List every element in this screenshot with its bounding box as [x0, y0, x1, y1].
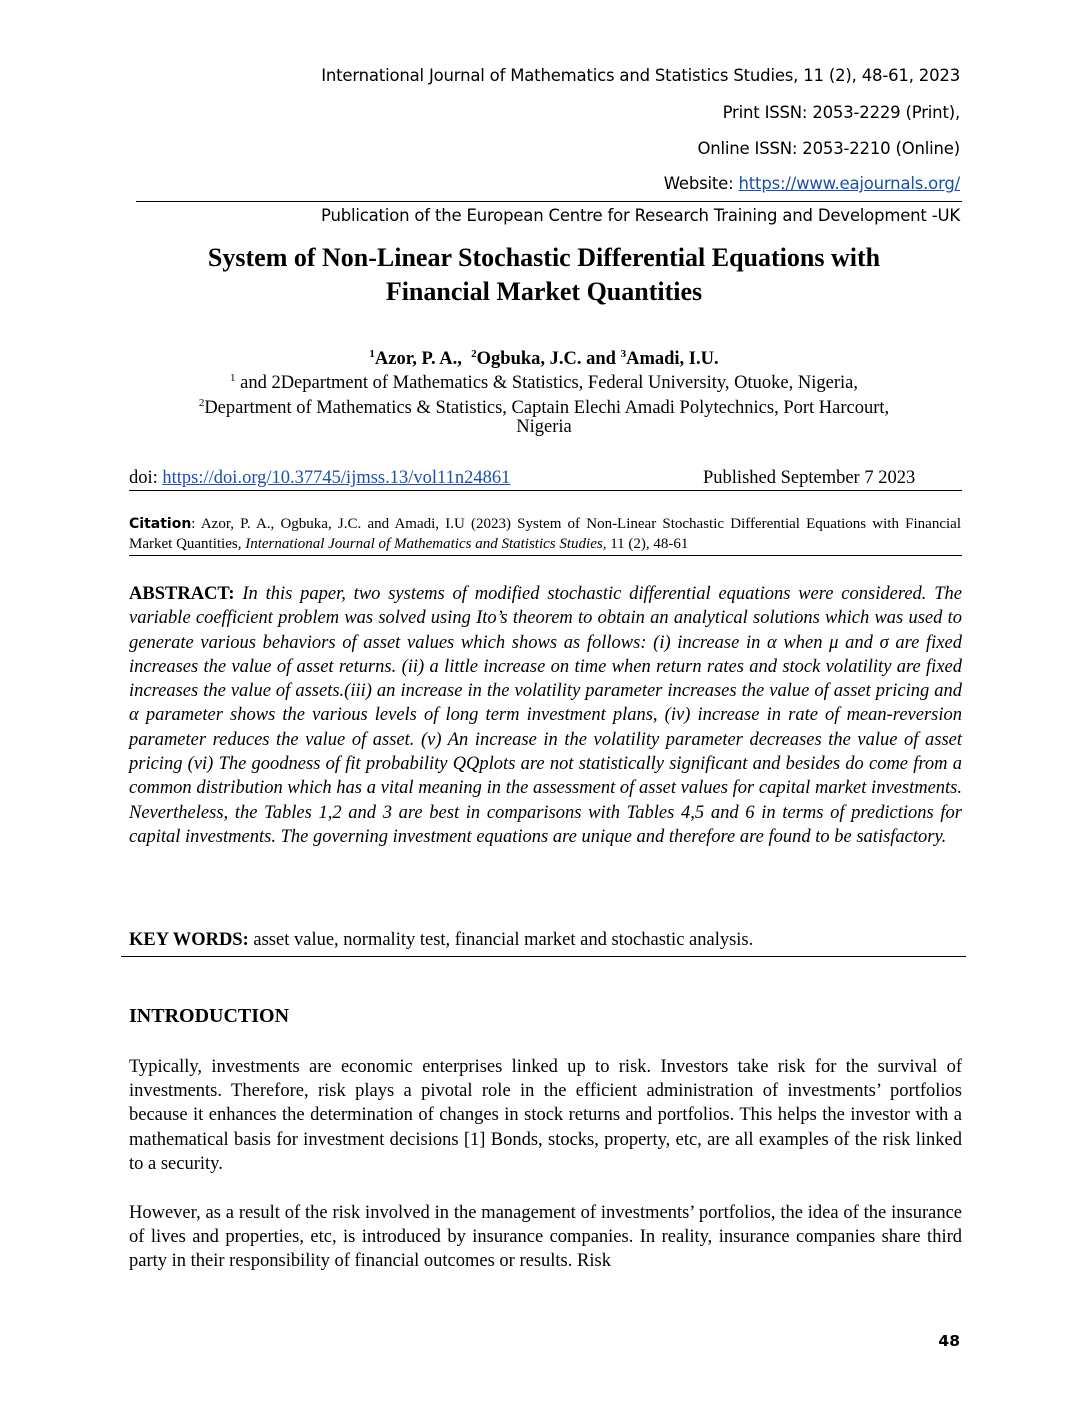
citation-tail: , 11 (2), 48-61	[602, 535, 689, 552]
author-1-sup: 1	[369, 348, 375, 360]
doi-label: doi:	[129, 468, 163, 488]
paper-title-line-2: Financial Market Quantities	[385, 277, 703, 306]
online-issn: Online ISSN: 2053-2210 (Online)	[697, 139, 960, 158]
journal-reference: International Journal of Mathematics and Statistics Studies, 11 (2), 48-61, 2023	[321, 66, 960, 85]
citation-label: Citation	[129, 516, 192, 532]
section-heading-introduction: INTRODUCTION	[129, 1005, 290, 1027]
published-date: Published September 7 2023	[703, 468, 916, 488]
website-link[interactable]: https://www.eajournals.org/	[738, 174, 960, 193]
affiliation-2-text: Department of Mathematics & Statistics, Captain Elechi Amadi Polytechnics, Port Harcourt,	[204, 398, 890, 419]
affiliation-1-text: and 2Department of Mathematics & Statistics, Federal University, Otuoke, Nigeria,	[235, 373, 858, 394]
abstract-label: ABSTRACT:	[129, 584, 243, 604]
intro-paragraph-1: Typically, investments are economic enterprises linked up to risk. Investors take risk for the survival of investments. Therefore, risk plays a pivotal role in the efficient administration of investments’ portfolios because it enhances the determination of changes in stock returns and portfolios. This helps the investor with a mathematical basis for investment decisions [1] Bonds, stocks, property, etc, are all examples of the risk linked to a security.	[129, 1057, 962, 1174]
keywords	[129, 930, 961, 951]
print-issn: Print ISSN: 2053-2229 (Print),	[722, 103, 960, 122]
header-rule	[136, 201, 962, 202]
abstract-text: In this paper, two systems of modified stochastic differential equations were considered. The variable coefficient problem was solved using Ito’s theorem to obtain an analytical solutions which was used to generate various behaviors of asset values which shows as follows: (i) increase in α when μ and σ are fixed increases the value of asset returns. (ii) a little increase on time when return rates and stock volatility are fixed increases the value of assets.(iii) an increase in the volatility parameter increases the value of asset pricing and α parameter shows the various levels of long term investment plans, (iv) increase in rate of mean-reversion parameter reduces the value of asset. (v) An increase in the volatility parameter decreases the value of asset pricing (vi) The goodness of fit probability QQplots are not statistically significant and besides do come from a common distribution which has a vital meaning in the assessment of asset values for capital market investments. Nevertheless, the Tables 1,2 and 3 are best in comparisons with Tables 4,5 and 6 in terms of predictions for capital investments. The governing investment equations are unique and therefore are found to be satisfactory.	[129, 584, 962, 847]
affiliation-line-1	[0, 367, 1088, 395]
doi-row	[129, 468, 961, 489]
website-line	[664, 174, 960, 193]
affiliation-2-sup: 2	[198, 397, 205, 409]
keywords-label: KEY WORDS:	[129, 930, 249, 950]
page-number: 48	[938, 1332, 960, 1350]
author-3: Amadi, I.U.	[626, 349, 719, 370]
doi-rule	[129, 490, 962, 491]
author-1: Azor, P. A.,	[374, 349, 462, 370]
citation-text: : Azor, P. A., Ogbuka, J.C. and Amadi, I.U (2023) System of Non-Linear Stochastic Differential Equations with Financial Market Quantities,	[129, 516, 961, 552]
paper-title-line-1: System of Non-Linear Stochastic Differential Equations with	[207, 243, 881, 272]
publisher-line: Publication of the European Centre for Research Training and Development -UK	[321, 206, 960, 225]
author-2: Ogbuka, J.C. and	[476, 349, 621, 370]
affiliation-1-sup: 1	[229, 372, 236, 384]
citation-rule	[129, 555, 962, 556]
affiliation-line-3: Nigeria	[516, 417, 572, 437]
citation-journal: International Journal of Mathematics and Statistics Studies	[245, 535, 603, 552]
author-2-sup: 2	[471, 348, 477, 360]
keywords-text: asset value, normality test, financial market and stochastic analysis.	[248, 930, 754, 950]
keywords-rule	[121, 956, 966, 957]
abstract	[129, 582, 962, 849]
citation	[129, 515, 961, 554]
intro-paragraph-2: However, as a result of the risk involved in the management of investments’ portfolios, the idea of the insurance of lives and properties, etc, is introduced by insurance companies. In reality, insurance companies share third party in their responsibility of financial outcomes or results. Risk	[129, 1203, 962, 1272]
doi-link[interactable]: https://doi.org/10.37745/ijmss.13/vol11n24861	[162, 468, 511, 488]
website-label: Website:	[663, 174, 739, 193]
author-3-sup: 3	[620, 348, 627, 360]
